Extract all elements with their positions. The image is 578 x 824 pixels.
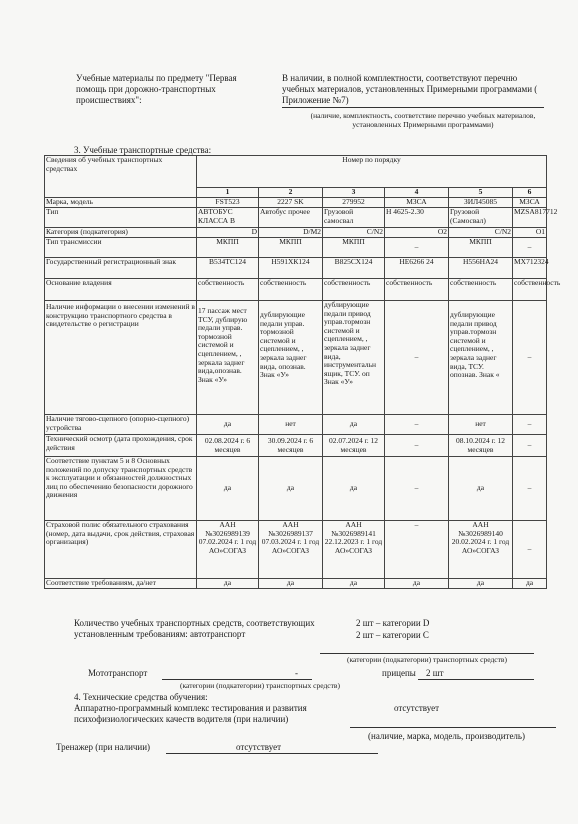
cell: – <box>513 435 547 457</box>
cell: АВТОБУС КЛАССА В <box>197 208 259 228</box>
cell: – <box>385 435 449 457</box>
cell: собственность <box>513 279 547 301</box>
complex-underline <box>350 727 556 728</box>
cell: 02.08.2024 г. 6 месяцев <box>197 435 259 457</box>
section3-title: 3. Учебные транспортные средства: <box>74 145 212 155</box>
moto-label: Мототранспорт <box>88 668 148 678</box>
cell: – <box>513 521 547 579</box>
cell: ЗИЛ45085 <box>449 198 513 208</box>
table-row <box>45 238 547 258</box>
cell: МКПП <box>449 238 513 258</box>
cell: собственность <box>323 279 385 301</box>
cell: 30.09.2024 г. 6 месяцев <box>259 435 323 457</box>
moto-underline <box>162 679 312 680</box>
count-label: Количество учебных транспортных средств, соответствующих установленным требованиям: автотранспорт <box>74 618 315 639</box>
cell: ААН №3026989139 07.02.2024 г. 1 год АО»СОГАЗ <box>197 521 259 579</box>
cell: собственность <box>197 279 259 301</box>
table-row <box>45 228 547 238</box>
cell: 17 пассаж мест ТСУ, дублирую педали управ. тормозной системой и сцеплением, , зеркала заднег вида,опознав. Знак «У» <box>197 301 259 415</box>
cell: да <box>449 579 513 589</box>
materials-note: (наличие, комплектность, соответствие перечню учебных материалов, установленных Примерными программами) <box>310 111 536 129</box>
table-row <box>45 301 547 415</box>
materials-underline <box>282 107 544 108</box>
row-label: Тип трансмиссии <box>45 238 197 258</box>
cell: Автобус прочее <box>259 208 323 228</box>
row-label: Наличие тягово-сцепного (опорно-сцепного) устройства <box>45 415 197 435</box>
trainer-value: отсутствует <box>236 742 282 752</box>
cell: МХ712324 <box>513 258 547 279</box>
count-line-1: 2 шт – категории D <box>356 618 430 628</box>
table-row <box>45 208 547 228</box>
cell: дублирующие педали управ. тормозной системой и сцеплением, , зеркала заднег вида, опознав. Знак «У» <box>259 301 323 415</box>
trainer-underline <box>166 753 378 754</box>
cell: Грузовой самосвал <box>323 208 385 228</box>
cell: D <box>197 228 259 238</box>
complex-note: (наличие, марка, модель, производитель) <box>368 731 526 741</box>
cell: Н591ХК124 <box>259 258 323 279</box>
cell: да <box>197 457 259 521</box>
row-label: Страховой полис обязательного страхования (номер, дата выдачи, срок действия, страховая организация) <box>45 521 197 579</box>
row-label: Тип <box>45 208 197 228</box>
section4-title: 4. Технические средства обучения: <box>74 692 208 702</box>
cell: собственность <box>385 279 449 301</box>
cell: 02.07.2024 г. 12 месяцев <box>323 435 385 457</box>
moto-dash: - <box>295 668 298 678</box>
cell: да <box>323 457 385 521</box>
cell: дублирующие педали привод управ.тормозн системой и сцеплением, , зеркала заднег вида, ТСУ. опознав. Знак « <box>449 301 513 415</box>
cell: собственность <box>449 279 513 301</box>
materials-value: В наличии, в полной комплектности, соответствуют перечню учебных материалов, установленных Примерными программами ( Приложение №7) <box>282 73 538 105</box>
count-underline <box>320 653 534 654</box>
cell: – <box>513 415 547 435</box>
cell: да <box>513 579 547 589</box>
table-row <box>45 579 547 589</box>
table-row <box>45 279 547 301</box>
cell: да <box>323 579 385 589</box>
vehicles-table <box>44 155 561 589</box>
trailers-value: 2 шт <box>426 668 444 678</box>
cell: – <box>513 238 547 258</box>
cell: – <box>385 415 449 435</box>
table-row <box>45 258 547 279</box>
cell: – <box>385 238 449 258</box>
cell: ААН №3026989137 07.03.2024 г. 1 год АО»СОГАЗ <box>259 521 323 579</box>
col-number: 2 <box>259 188 323 198</box>
cell: В825СХ124 <box>323 258 385 279</box>
cell: да <box>449 457 513 521</box>
row-label: Государственный регистрационный знак <box>45 258 197 279</box>
cell: D/M2 <box>259 228 323 238</box>
cell: дублирующие педали привод управ.тормозн системой и сцеплением, , зеркала заднег вида, инструментальн ящик, ТСУ. оп Знак «У» <box>323 301 385 415</box>
trailers-label: прицепы <box>382 668 416 678</box>
table-row <box>45 521 547 579</box>
row-label: Основание владения <box>45 279 197 301</box>
col-number: 1 <box>197 188 259 198</box>
cell: ААН №3026989141 22.12.2023 г. 1 год АО»СОГАЗ <box>323 521 385 579</box>
cell: нет <box>449 415 513 435</box>
cell: 279952 <box>323 198 385 208</box>
col-number: 3 <box>323 188 385 198</box>
row-label: Технический осмотр (дата прохождения, срок действия <box>45 435 197 457</box>
count-note: (категории (подкатегории) транспортных средств) <box>347 655 507 664</box>
count-line-2: 2 шт – категории С <box>356 630 429 640</box>
table-row <box>45 435 547 457</box>
cell: Грузовой (Самосвал) <box>449 208 513 228</box>
cell: нет <box>259 415 323 435</box>
cell: да <box>385 579 449 589</box>
col-number: 6 <box>513 188 547 198</box>
cell: – <box>385 301 449 415</box>
cell: 2227 SK <box>259 198 323 208</box>
cell: МЗСА <box>385 198 449 208</box>
row-label: Соответствие пунктам 5 и 8 Основных положений по допуску транспортных средств к эксплуатации и обязанностей должностных лиц по обеспечению безопасности дорожного движения <box>45 457 197 521</box>
col-number: 4 <box>385 188 449 198</box>
cell: MZSA817712 <box>513 208 547 228</box>
materials-label: Учебные материалы по предмету "Первая помощь при дорожно-транспортных происшествиях": <box>76 73 237 105</box>
cell: МКПП <box>259 238 323 258</box>
cell: МКПП <box>323 238 385 258</box>
cell: 08.10.2024 г. 12 месяцев <box>449 435 513 457</box>
cell: да <box>323 415 385 435</box>
trailers-underline <box>418 679 534 680</box>
cell: да <box>259 457 323 521</box>
cell: – <box>385 457 449 521</box>
table-row <box>45 198 547 208</box>
row-label: Марка, модель <box>45 198 197 208</box>
table-head-label: Сведения об учебных транспортных средствах <box>45 156 197 198</box>
cell: Н556НА24 <box>449 258 513 279</box>
cell: ААН №3026989140 20.02.2024 г. 1 год АО»СОГАЗ <box>449 521 513 579</box>
cell: FST523 <box>197 198 259 208</box>
moto-note: (категории (подкатегории) транспортных средств) <box>180 681 340 690</box>
col-number: 5 <box>449 188 513 198</box>
cell: НЕ6266 24 <box>385 258 449 279</box>
cell: – <box>513 457 547 521</box>
cell: Н 4625-2.30 <box>385 208 449 228</box>
cell: O2 <box>385 228 449 238</box>
complex-value: отсутствует <box>394 703 440 713</box>
trainer-label: Тренажер (при наличии) <box>56 742 151 752</box>
cell: МЗСА <box>513 198 547 208</box>
cell: C/N2 <box>323 228 385 238</box>
cell: МКПП <box>197 238 259 258</box>
cell: да <box>197 579 259 589</box>
cell: O1 <box>513 228 547 238</box>
table-row <box>45 457 547 521</box>
row-label: Наличие информации о внесении изменений в конструкцию транспортного средства в свидетельстве о регистрации <box>45 301 197 415</box>
table-row <box>45 415 547 435</box>
cell: да <box>197 415 259 435</box>
row-label: Категория (подкатегория) <box>45 228 197 238</box>
cell: C/N2 <box>449 228 513 238</box>
row-label: Соответствие требованиям, да/нет <box>45 579 197 589</box>
cell: – <box>385 521 449 579</box>
cell: да <box>259 579 323 589</box>
cell: собственность <box>259 279 323 301</box>
table-head-order: Номер по порядку <box>197 156 547 188</box>
cell: В534ТС124 <box>197 258 259 279</box>
cell: – <box>513 301 547 415</box>
complex-label: Аппаратно-программный комплекс тестирования и развития психофизиологических качеств водителя (при наличии) <box>74 703 307 724</box>
